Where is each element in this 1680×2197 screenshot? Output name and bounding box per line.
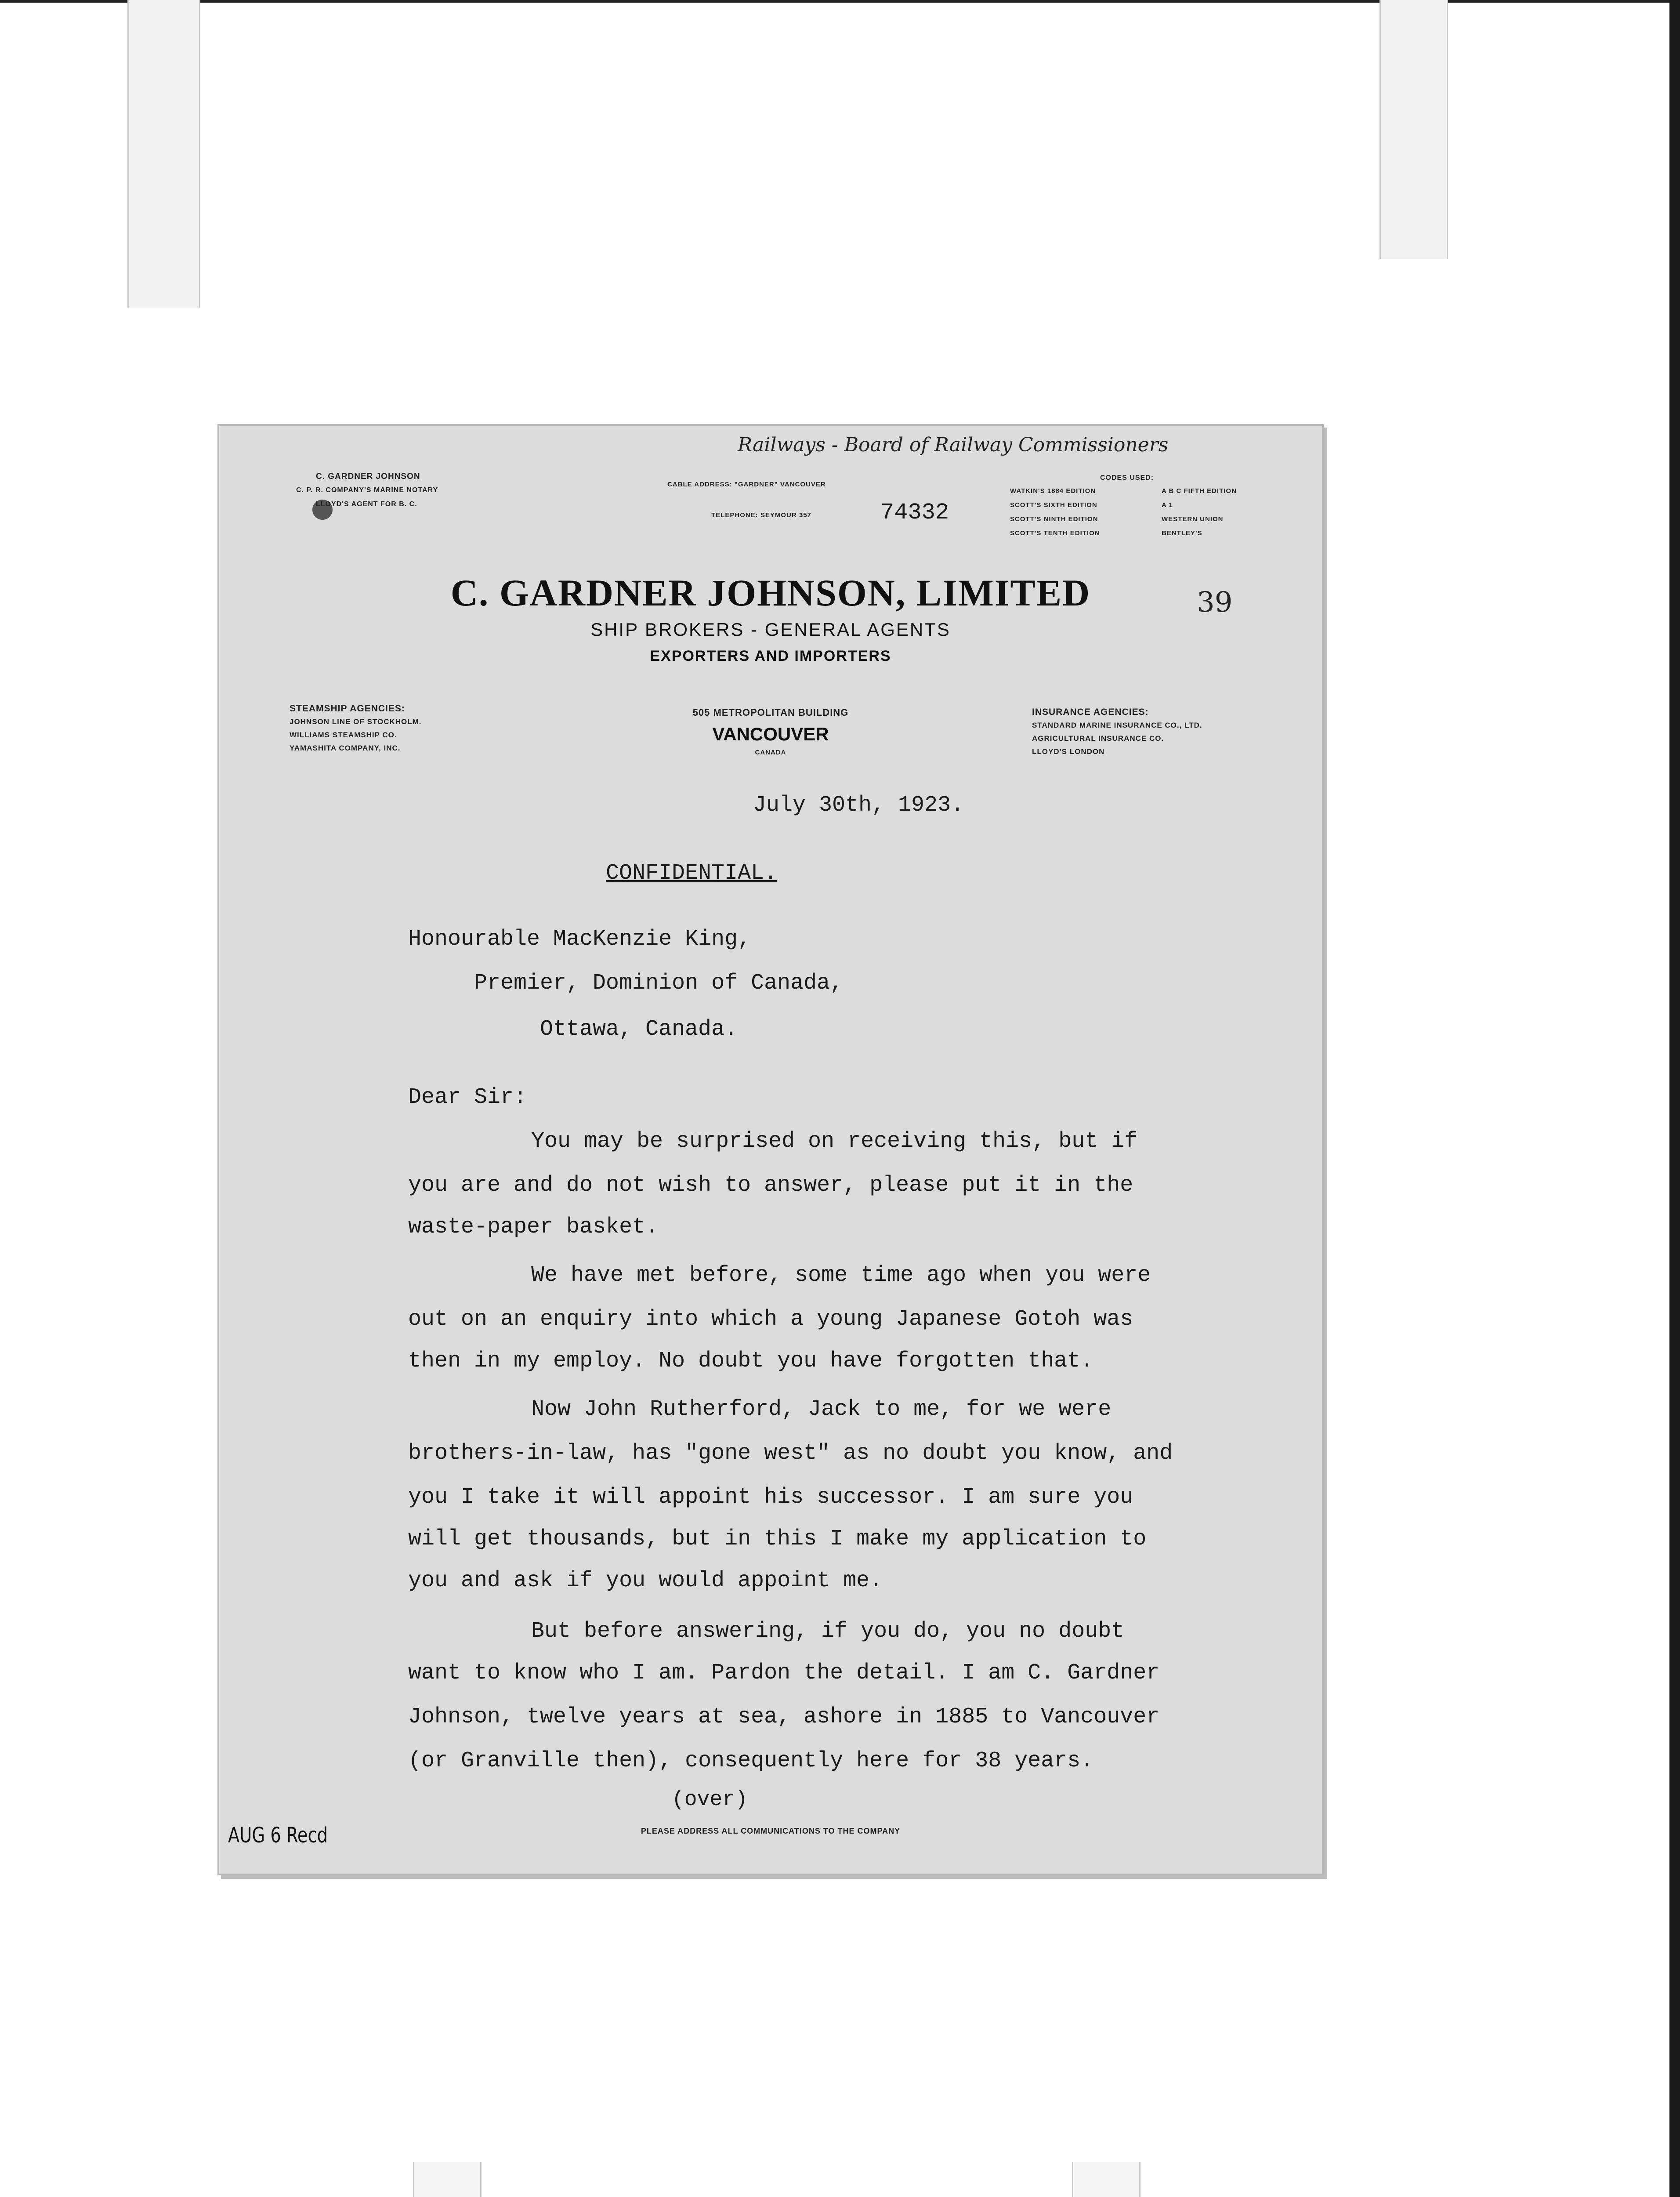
code-entry: WATKIN'S 1884 EDITION <box>1010 487 1096 495</box>
body-line: You may be surprised on receiving this, but if <box>531 1129 1138 1154</box>
telephone: TELEPHONE: SEYMOUR 357 <box>711 511 811 519</box>
mounting-tape <box>1072 2162 1141 2197</box>
salutation: Dear Sir: <box>408 1085 527 1110</box>
recipient-line: Ottawa, Canada. <box>540 1017 738 1042</box>
letter-page <box>217 424 1324 1875</box>
code-entry: A 1 <box>1162 501 1173 509</box>
page-number: 39 <box>1197 586 1233 619</box>
letter-footer: PLEASE ADDRESS ALL COMMUNICATIONS TO THE COMPANY <box>641 1827 901 1835</box>
steamship-item: JOHNSON LINE OF STOCKHOLM. <box>290 718 422 726</box>
body-line: will get thousands, but in this I make my application to <box>408 1526 1147 1552</box>
insurance-item: AGRICULTURAL INSURANCE CO. <box>1032 734 1164 743</box>
body-line: waste-paper basket. <box>408 1215 659 1240</box>
body-line: you are and do not wish to answer, please put it in the <box>408 1173 1133 1198</box>
insurance-item: STANDARD MARINE INSURANCE CO., LTD. <box>1032 721 1202 729</box>
over-note: (over) <box>672 1788 748 1812</box>
city: VANCOUVER <box>712 724 829 744</box>
header-notary: C. P. R. COMPANY'S MARINE NOTARY <box>296 486 438 494</box>
received-stamp: AUG 6 Recd <box>228 1823 328 1848</box>
recipient-line: Premier, Dominion of Canada, <box>474 971 844 996</box>
company-tagline: SHIP BROKERS - GENERAL AGENTS <box>590 619 951 640</box>
recipient-line: Honourable MacKenzie King, <box>408 927 751 952</box>
company-name: C. GARDNER JOHNSON, LIMITED <box>450 572 1091 614</box>
codes-title: CODES USED: <box>1100 474 1154 482</box>
body-line: brothers-in-law, has "gone west" as no doubt you know, and <box>408 1441 1173 1466</box>
confidential-heading: CONFIDENTIAL. <box>606 861 778 886</box>
mounting-tape <box>413 2162 482 2197</box>
body-line: out on an enquiry into which a young Japanese Gotoh was <box>408 1307 1133 1332</box>
company-tagline-2: EXPORTERS AND IMPORTERS <box>650 648 891 664</box>
body-line: Now John Rutherford, Jack to me, for we were <box>531 1397 1112 1422</box>
body-line: (or Granville then), consequently here for 38 years. <box>408 1748 1094 1773</box>
handwritten-subject: Railways - Board of Railway Commissioners <box>738 434 1169 456</box>
cable-address: CABLE ADDRESS: "GARDNER" VANCOUVER <box>667 481 826 488</box>
body-line: you and ask if you would appoint me. <box>408 1568 883 1593</box>
body-line: We have met before, some time ago when you were <box>531 1263 1151 1288</box>
country: CANADA <box>755 749 786 756</box>
code-entry: SCOTT'S NINTH EDITION <box>1010 515 1098 523</box>
code-entry: SCOTT'S SIXTH EDITION <box>1010 501 1097 509</box>
header-name: C. GARDNER JOHNSON <box>316 472 420 481</box>
body-line: want to know who I am. Pardon the detail. I am C. Gardner <box>408 1660 1160 1686</box>
body-line: Johnson, twelve years at sea, ashore in 1885 to Vancouver <box>408 1704 1160 1729</box>
letter-date: July 30th, 1923. <box>753 793 964 818</box>
code-entry: SCOTT'S TENTH EDITION <box>1010 529 1100 537</box>
code-entry: BENTLEY'S <box>1162 529 1202 537</box>
code-entry: WESTERN UNION <box>1162 515 1224 523</box>
header-lloyds: LLOYD'S AGENT FOR B. C. <box>316 500 417 508</box>
code-entry: A B C FIFTH EDITION <box>1162 487 1237 495</box>
insurance-title: INSURANCE AGENCIES: <box>1032 707 1149 717</box>
mounting-tape <box>127 0 200 308</box>
steamship-item: WILLIAMS STEAMSHIP CO. <box>290 731 397 739</box>
body-line: But before answering, if you do, you no doubt <box>531 1619 1125 1644</box>
address-line: 505 METROPOLITAN BUILDING <box>692 707 849 718</box>
body-line: you I take it will appoint his successor. I am sure you <box>408 1485 1133 1510</box>
stamp-number: 74332 <box>880 500 949 526</box>
insurance-item: LLOYD'S LONDON <box>1032 747 1105 756</box>
steamship-title: STEAMSHIP AGENCIES: <box>290 703 405 714</box>
film-edge-right <box>1669 0 1680 2197</box>
body-line: then in my employ. No doubt you have forgotten that. <box>408 1349 1094 1374</box>
steamship-item: YAMASHITA COMPANY, INC. <box>290 744 401 752</box>
mounting-tape <box>1379 0 1448 259</box>
